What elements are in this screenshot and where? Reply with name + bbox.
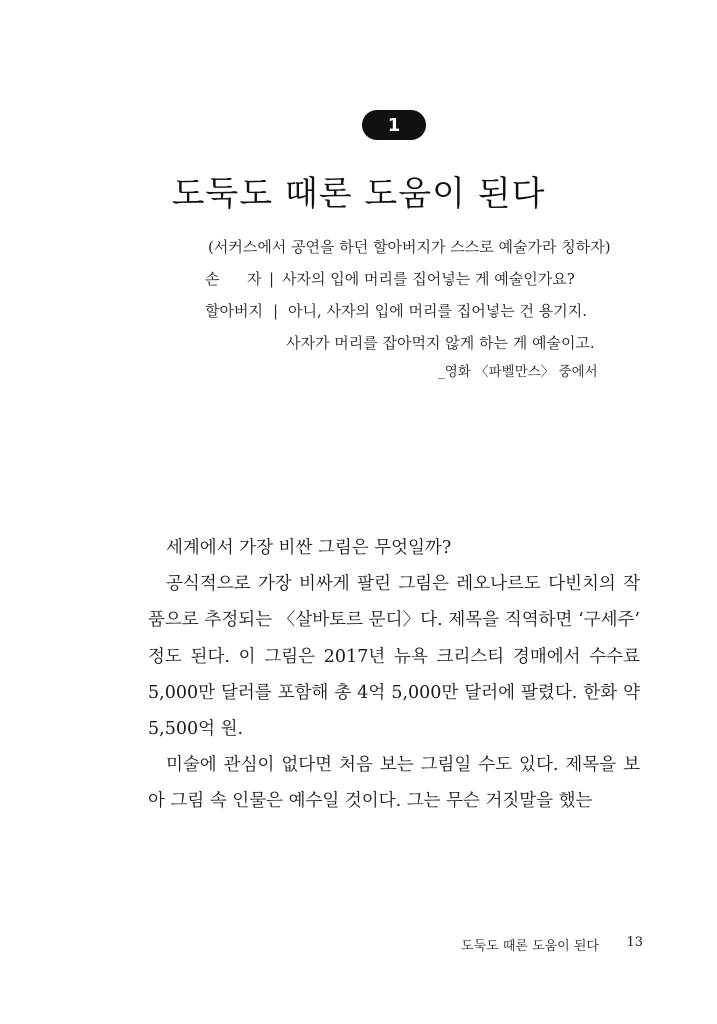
paragraph: 공식적으로 가장 비싸게 팔린 그림은 레오나르도 다빈치의 작품으로 추정되는 〈살바토르 문디〉다. 제목을 직역하면 ‘구세주’ 정도 된다. 이 그림은 2017년 뉴욕 크리스티 경매에서 수수료 5,000만 달러를 포함해 총 4억 5,000만 달러에 팔렸다. 한화 약 5,500억 원. [148,574,640,740]
paragraph: 세계에서 가장 비싼 그림은 무엇일까? [166,538,452,558]
page-footer [0,935,717,955]
chapter-title: 도둑도 때론 도움이 된다 [171,174,546,214]
epigraph-source: _영화 〈파벨만스〉 중에서 [438,364,598,380]
dialogue-text: 사자의 입에 머리를 집어넣는 게 예술인가요? [282,270,575,288]
chapter-number: 1 [387,114,401,136]
paragraph: 미술에 관심이 없다면 처음 보는 그림일 수도 있다. 제목을 보아 그림 속 인물은 예수일 것이다. 그는 무슨 거짓말을 했는 [148,755,640,812]
speaker-label-a: 손 [205,270,220,288]
separator: | [269,270,275,288]
page-number: 13 [626,935,643,950]
body-text [148,530,640,820]
dialogue-text: 아니, 사자의 입에 머리를 집어넣는 건 용기지. [288,302,587,320]
chapter-number-badge [362,110,426,140]
separator: | [272,302,279,320]
speaker-label-b: 자 [247,270,262,288]
epigraph-dialogue-line: 사자가 머리를 잡아먹지 않게 하는 게 예술이고. [286,334,595,352]
epigraph-dialogue-line [205,300,587,321]
epigraph-intro: (서커스에서 공연을 하던 할아버지가 스스로 예술가라 칭하자) [208,238,611,256]
running-title: 도둑도 때론 도움이 된다 [461,939,599,954]
epigraph-dialogue-line [205,268,575,289]
speaker-label: 할아버지 [205,302,263,320]
